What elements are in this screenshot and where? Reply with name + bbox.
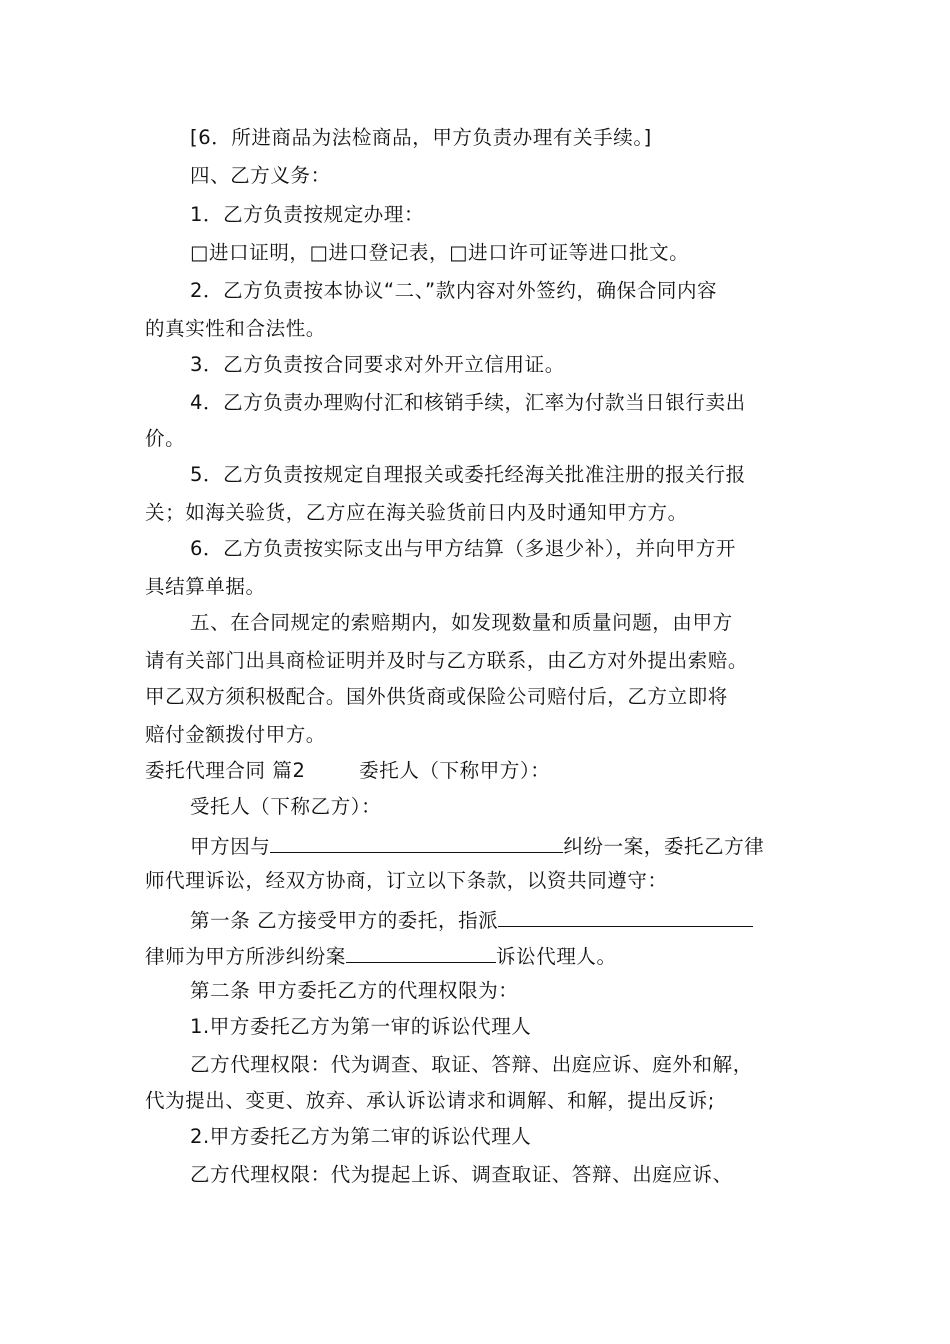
dispute-line-cont: 师代理诉讼，经双方协商，订立以下条款，以资共同遵守：: [145, 869, 668, 892]
section-five-line-2: 请有关部门出具商检证明并及时与乙方联系，由乙方对外提出索赔。: [145, 649, 749, 672]
clause-4-6: 6．乙方负责按实际支出与甲方结算（多退少补），并向甲方开: [190, 537, 736, 560]
clause-4-1: 1．乙方负责按规定办理：: [190, 203, 425, 226]
clause-4-1-checkboxes: □进口证明，□进口登记表，□进口许可证等进口批文。: [190, 241, 690, 264]
clause-4-5: 5．乙方负责按规定自理报关或委托经海关批准注册的报关行报: [190, 463, 746, 486]
section-five-line-4: 赔付金额拨付甲方。: [145, 723, 326, 746]
section-five: 五、在合同规定的索赔期内，如发现数量和质量问题，由甲方: [190, 611, 733, 634]
article-1-cont-prefix: 律师为甲方所涉纠纷案: [145, 945, 347, 968]
case-name-blank-field[interactable]: [346, 943, 496, 963]
article-1-cont-suffix: 诉讼代理人。: [496, 945, 617, 968]
client-label: 委托人（下称甲方）：: [359, 759, 551, 782]
clause-4-2-cont: 的真实性和合法性。: [145, 317, 326, 340]
article-2-item-1: 1.甲方委托乙方为第一审的诉讼代理人: [190, 1015, 532, 1038]
article-2-item-1-authority: 乙方代理权限：代为调查、取证、答辩、出庭应诉、庭外和解，: [190, 1053, 753, 1076]
opponent-blank-field[interactable]: [270, 833, 563, 853]
clause-4-3: 3．乙方负责按合同要求对外开立信用证。: [190, 353, 565, 376]
article-1-cont: [145, 943, 815, 969]
clause-4-4: 4．乙方负责办理购付汇和核销手续，汇率为付款当日银行卖出: [190, 391, 746, 414]
clause-4-4-cont: 价。: [145, 427, 186, 450]
article-2-item-1-authority-cont: 代为提出、变更、放弃、承认诉讼请求和调解、和解，提出反诉;: [145, 1089, 715, 1112]
dispute-line: [190, 833, 820, 859]
contract-title: 委托代理合同 篇2: [145, 759, 306, 782]
article-1-prefix: 第一条 乙方接受甲方的委托，指派: [190, 909, 499, 932]
article-2-item-2-authority: 乙方代理权限：代为提起上诉、调查取证、答辩、出庭应诉、: [190, 1163, 733, 1186]
article-1: [190, 907, 820, 933]
article-2-item-2: 2.甲方委托乙方为第二审的诉讼代理人: [190, 1125, 532, 1148]
lawyer-name-blank-field[interactable]: [498, 907, 753, 927]
section-four-heading: 四、乙方义务：: [190, 164, 331, 187]
section-five-line-3: 甲乙双方须积极配合。国外供货商或保险公司赔付后，乙方立即将: [145, 685, 728, 708]
contract-heading: [145, 759, 815, 783]
agent-label: 受托人（下称乙方）：: [190, 795, 382, 818]
article-2: 第二条 甲方委托乙方的代理权限为：: [190, 979, 519, 1002]
dispute-suffix: 纠纷一案，委托乙方律: [563, 835, 765, 858]
clause-4-5-cont: 关；如海关验货，乙方应在海关验货前日内及时通知甲方方。: [145, 501, 688, 524]
clause-3-6: [6．所进商品为法检商品，甲方负责办理有关手续。]: [190, 126, 652, 149]
dispute-prefix: 甲方因与: [190, 835, 271, 858]
clause-4-2: 2．乙方负责按本协议“二、”款内容对外签约，确保合同内容: [190, 279, 718, 302]
clause-4-6-cont: 具结算单据。: [145, 575, 266, 598]
